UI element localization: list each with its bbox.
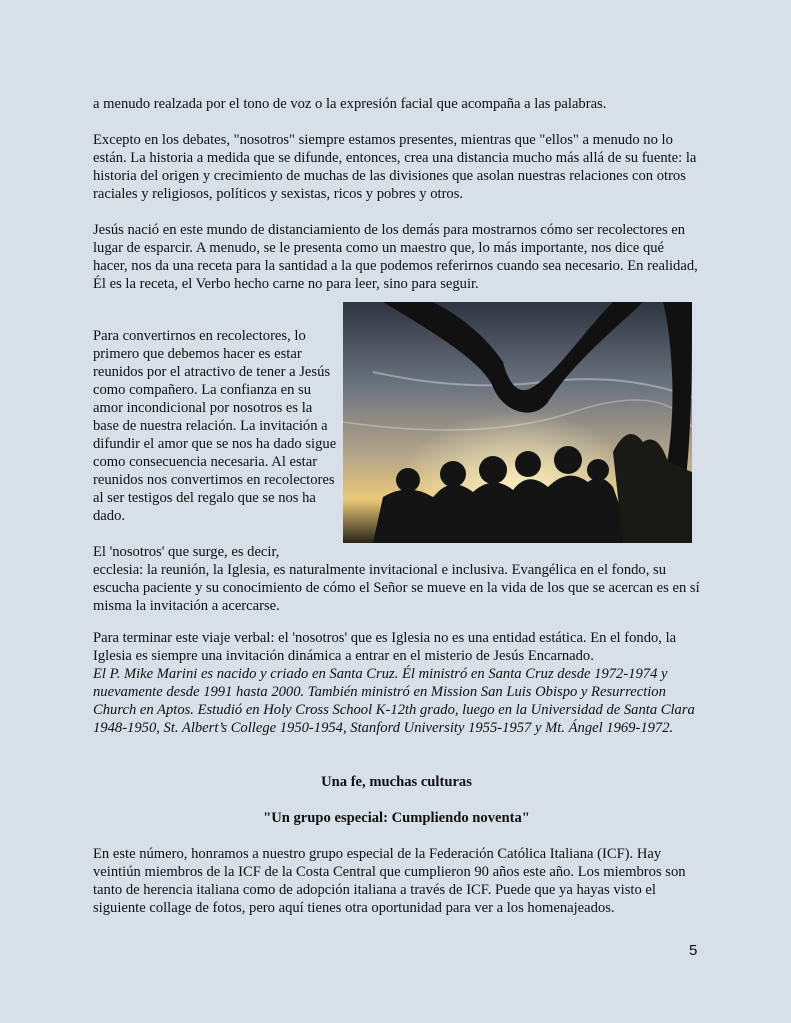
paragraph-intro: a menudo realzada por el tono de voz o la expresión facial que acompaña a las palabras. (93, 96, 607, 112)
page-number: 5 (689, 942, 698, 959)
author-bio: El P. Mike Marini es nacido y criado en Santa Cruz. Él ministró en Santa Cruz desde 1972-1974 y nuevamente desde 1991 hasta 2000. También ministró en Mission San Luis Obispo y Resurrection Church en Aptos. Estudió en Holy Cross School K-12th grado, luego en la Universidad de Santa Clara 1948-1950, St. Albert’s College 1950-1954, Stanford University 1955-1957 y Mt. Ángel 1969-1972. (93, 666, 695, 736)
paragraph-nosotros: Excepto en los debates, "nosotros" siempre estamos presentes, mientras que "ellos" a menudo no lo están. La historia a medida que se difunde, entonces, crea una distancia mucho más allá de su fuente: la historia del origen y crecimiento de muchas de las divisiones que asolan nuestras relaciones con otros raciales y religiosos, políticos y sexistas, ricos y pobres y otros. (93, 132, 697, 202)
paragraph-icf: En este número, honramos a nuestro grupo especial de la Federación Católica Italiana (ICF). Hay veintiún miembros de la ICF de la Costa Central que cumplieron 90 años este año. Los miembros son tanto de herencia italiana como de adopción italiana a través de ICF. Puede que ya hayas visto el siguiente collage de fotos, pero aquí tienes otra oportunidad para ver a los homenajeados. (93, 846, 686, 916)
paragraph-conclusion: Para terminar este viaje verbal: el 'nosotros' que es Iglesia no es una entidad estática. En el fondo, la Iglesia es siempre una invitación dinámica a entrar en el misterio de Jesús Encarnado. (93, 630, 677, 664)
silhouette-photo (343, 302, 692, 543)
paragraph-nosotros-surge: El 'nosotros' que surge, es decir, (93, 544, 280, 560)
article-title: "Un grupo especial: Cumpliendo noventa" (263, 810, 530, 826)
paragraph-jesus: Jesús nació en este mundo de distanciamiento de los demás para mostrarnos cómo ser recolectores en lugar de esparcir. A menudo, se le presenta como un maestro que, lo más importante, nos dice qué hacer, nos da una receta para la santidad a la que podemos referirnos cuando sea necesario. En realidad, Él es la receta, el Verbo hecho carne no para leer, sino para seguir. (93, 222, 698, 292)
paragraph-ecclesia: ecclesia: la reunión, la Iglesia, es naturalmente invitacional e inclusiva. Evangélica en el fondo, su escucha paciente y su conocimiento de cómo el Señor se mueve en la vida de los que se acercan es en sí misma la invitación a acercarse. (93, 562, 700, 614)
section-heading: Una fe, muchas culturas (321, 774, 472, 790)
paragraph-recolectores: Para convertirnos en recolectores, lo primero que debemos hacer es estar reunidos por el atractivo de tener a Jesús como compañero. La confianza en su amor incondicional por nosotros es la base de nuestra relación. La invitación a difundir el amor que se nos ha dado sigue como consecuencia necesaria. Al estar reunidos nos convertimos en recolectores al ser testigos del regalo que se nos ha dado. (93, 328, 337, 524)
